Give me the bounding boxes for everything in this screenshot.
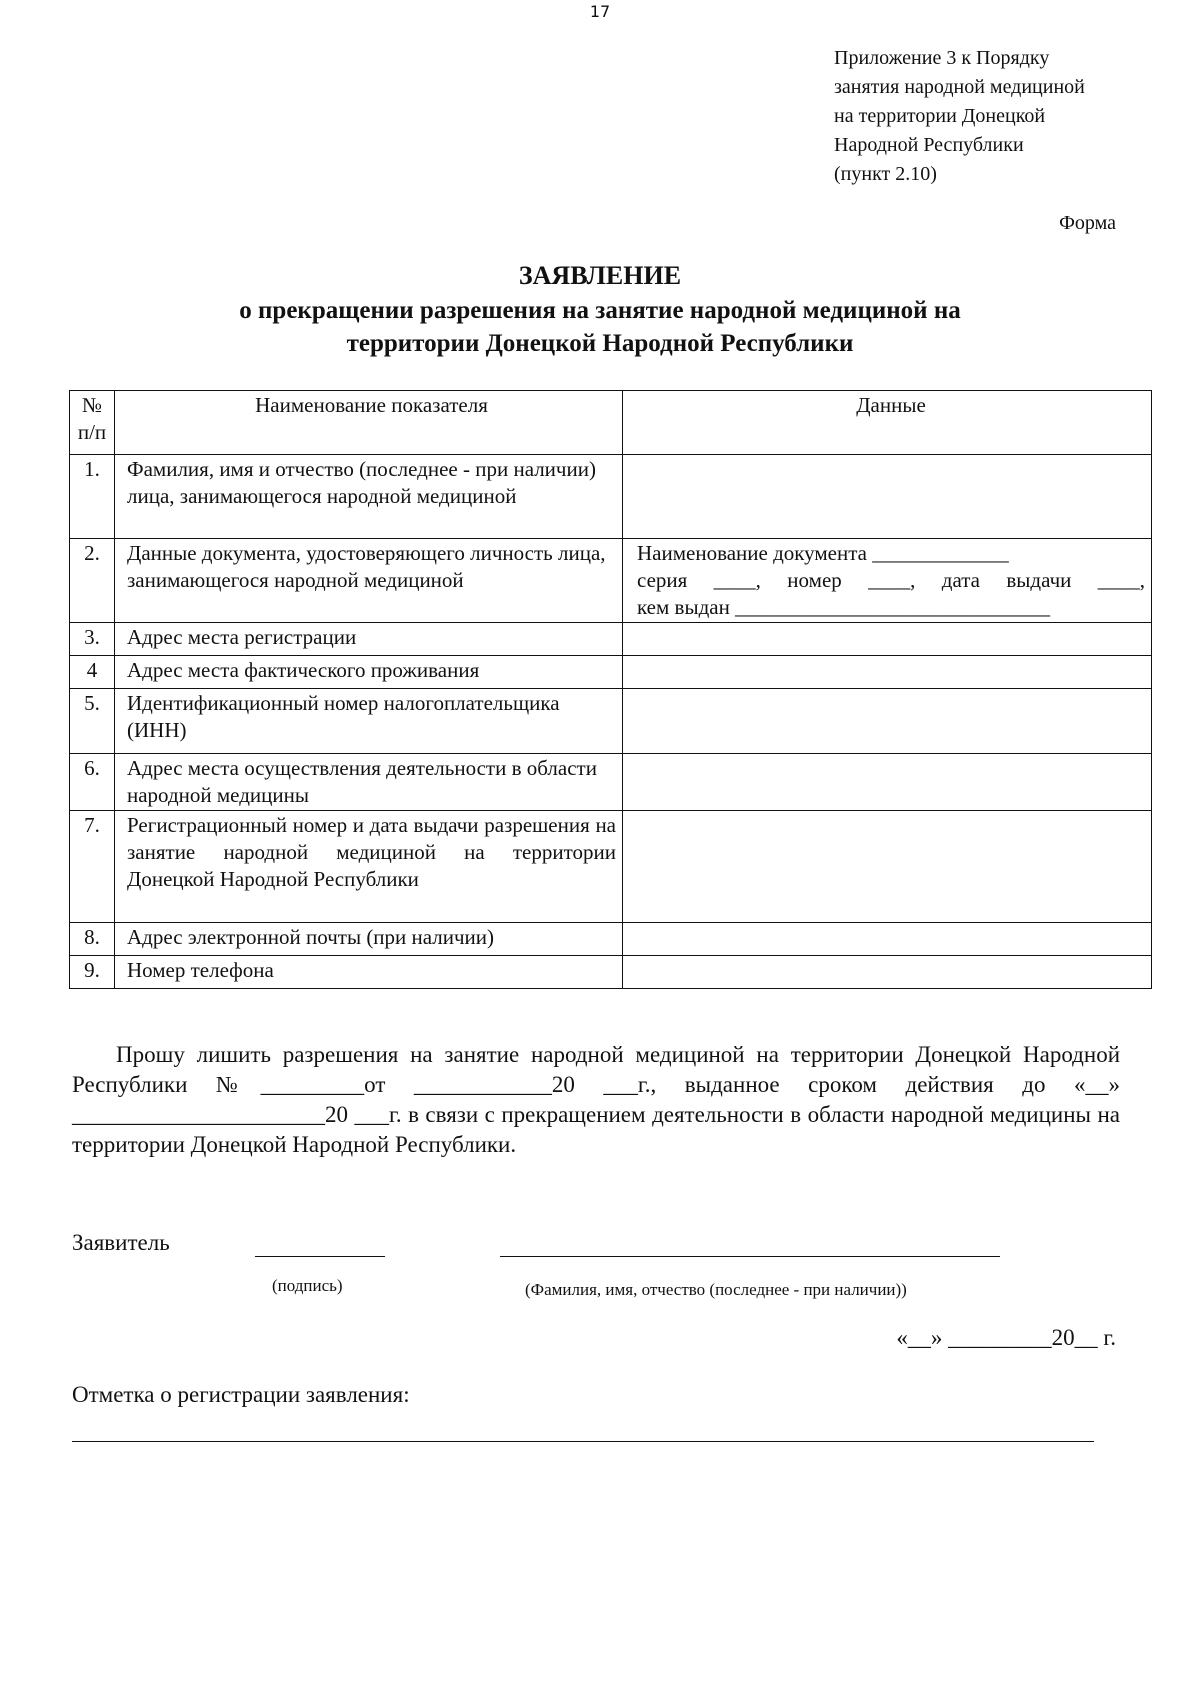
document-subtitle [0, 294, 1200, 360]
request-paragraph [72, 1040, 1120, 1160]
table-header-row [70, 391, 1152, 455]
row-name: Номер телефона [115, 956, 623, 989]
applicant-label: Заявитель [72, 1230, 170, 1255]
table-row [70, 689, 1152, 754]
signature-caption: (подпись) [272, 1276, 343, 1295]
table-row [70, 811, 1152, 923]
form-label: Форма [1059, 212, 1116, 234]
row-data-field[interactable] [623, 623, 1152, 656]
subtitle-line: территории Донецкой Народной Республики [346, 330, 854, 357]
header-data: Данные [623, 391, 1152, 455]
appendix-line: Народной Республики [834, 134, 1024, 156]
row-name: Идентификационный номер налогоплательщика (ИНН) [115, 689, 623, 754]
row-name: Адрес электронной почты (при наличии) [115, 923, 623, 956]
signature-line[interactable] [255, 1256, 385, 1257]
appendix-line: занятия народной медициной [834, 76, 1085, 98]
appendix-line: на территории Донецкой [834, 105, 1046, 127]
row-data-field[interactable] [623, 754, 1152, 811]
row-num: 6. [70, 754, 115, 811]
appendix-note [834, 44, 1164, 189]
document-issuer-line: кем выдан ______________________________ [637, 595, 1051, 619]
row-num: 7. [70, 811, 115, 923]
document-series-line: серия ____, номер ____, дата выдачи ____, [637, 568, 1145, 592]
row-data-field[interactable] [623, 656, 1152, 689]
row-num: 4 [70, 656, 115, 689]
page-number: 17 [589, 2, 611, 21]
table-row [70, 656, 1152, 689]
row-num: 3. [70, 623, 115, 656]
table-row [70, 956, 1152, 989]
applicant-name-line[interactable] [500, 1256, 1000, 1257]
date-line: «__» _________20__ г. [896, 1325, 1116, 1350]
row-name: Адрес места осуществления деятельности в области народной медицины [115, 754, 623, 811]
registration-mark-label: Отметка о регистрации заявления: [72, 1382, 410, 1407]
appendix-line: Приложение 3 к Порядку [834, 47, 1050, 69]
table-row [70, 754, 1152, 811]
name-caption: (Фамилия, имя, отчество (последнее - при наличии)) [525, 1280, 907, 1299]
header-num-line: № [81, 393, 103, 417]
row-data-field[interactable] [623, 811, 1152, 923]
header-name: Наименование показателя [115, 391, 623, 455]
row-name: Адрес места регистрации [115, 623, 623, 656]
table-row [70, 455, 1152, 539]
document-name-line: Наименование документа _____________ [637, 541, 1009, 565]
row-data-field[interactable] [623, 923, 1152, 956]
header-num-line: п/п [77, 420, 107, 444]
document-title: ЗАЯВЛЕНИЕ [518, 261, 682, 290]
row-name: Адрес места фактического проживания [115, 656, 623, 689]
row-num: 1. [70, 455, 115, 539]
row-data-field[interactable] [623, 956, 1152, 989]
application-table [69, 390, 1152, 989]
table-row [70, 923, 1152, 956]
row-name: Фамилия, имя и отчество (последнее - при наличии) лица, занимающегося народной медициной [115, 455, 623, 539]
row-name: Регистрационный номер и дата выдачи разрешения на занятие народной медициной на территории Донецкой Народной Республики [115, 811, 623, 923]
appendix-line: (пункт 2.10) [834, 163, 937, 185]
row-num: 9. [70, 956, 115, 989]
subtitle-line: о прекращении разрешения на занятие народной медициной на [239, 297, 961, 324]
table-row [70, 623, 1152, 656]
header-num [70, 391, 115, 455]
table-row [70, 539, 1152, 623]
row-data-field[interactable] [623, 539, 1152, 623]
row-data-field[interactable] [623, 689, 1152, 754]
request-text: Прошу лишить разрешения на занятие народной медициной на территории Донецкой Народной Республики №_________от ____________20 ___г., выданное сроком действия до «__» ______________________20 ___г. в связи с прекращением деятельности в области народной медицины на территории Донецкой Народной Республики. [72, 1042, 1120, 1157]
row-name: Данные документа, удостоверяющего личность лица, занимающегося народной медициной [115, 539, 623, 623]
row-data-field[interactable] [623, 455, 1152, 539]
row-num: 8. [70, 923, 115, 956]
row-num: 2. [70, 539, 115, 623]
row-num: 5. [70, 689, 115, 754]
registration-mark-line[interactable] [72, 1441, 1094, 1442]
